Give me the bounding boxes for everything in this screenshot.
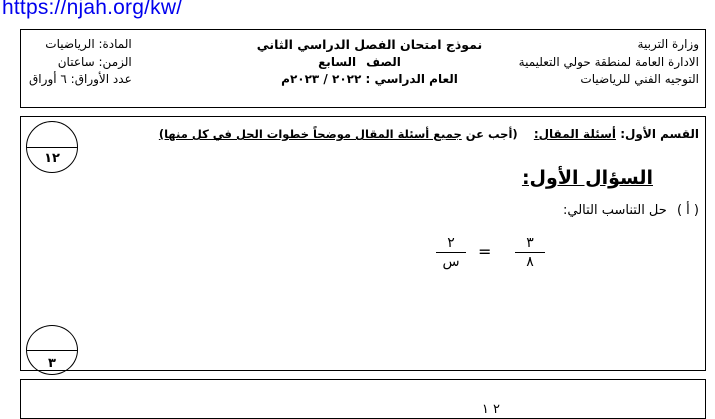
page-count: عدد الأوراق: ٦ أوراق bbox=[29, 72, 132, 86]
question-part-b-box bbox=[20, 379, 706, 419]
right-denominator: ٨ bbox=[526, 254, 534, 270]
grade-value: السابع bbox=[318, 54, 357, 69]
equals-sign: = bbox=[478, 242, 492, 261]
section-name: أسئلة المقال: bbox=[533, 127, 617, 141]
part-score-circle bbox=[26, 325, 78, 375]
department-name: التوجيه الفني للرياضيات bbox=[580, 72, 699, 86]
instruction-open: (أجب عن bbox=[465, 127, 518, 141]
question-part-a bbox=[563, 203, 699, 218]
fraction-bar bbox=[436, 252, 466, 253]
exam-title: نموذج امتحان الفصل الدراسي الثاني bbox=[256, 37, 483, 52]
exam-title-block bbox=[252, 36, 487, 89]
subject: المادة: الرياضيات bbox=[45, 37, 132, 51]
exam-info-block bbox=[29, 36, 132, 89]
district-name: الادارة العامة لمنطقة حولي التعليمية bbox=[518, 54, 699, 69]
question-score-circle bbox=[26, 121, 78, 173]
grade-line bbox=[252, 54, 487, 72]
section-instruction bbox=[159, 127, 518, 141]
exam-header bbox=[20, 29, 706, 108]
ministry-name: وزارة التربية bbox=[637, 37, 699, 51]
score-divider bbox=[27, 147, 77, 148]
source-url[interactable]: https://njah.org/kw/ bbox=[2, 0, 183, 19]
proportion-right-fraction bbox=[515, 235, 545, 270]
part-tag: ( أ ) bbox=[676, 203, 699, 218]
right-numerator: ٣ bbox=[526, 235, 534, 251]
question-total-score: ١٢ bbox=[44, 151, 60, 166]
proportion-left-fraction bbox=[436, 235, 466, 270]
next-part-text: ٢ ١ bbox=[481, 402, 500, 417]
fraction-bar bbox=[515, 252, 545, 253]
section-label: القسم الأول: bbox=[620, 127, 699, 141]
grade-label: الصف bbox=[366, 54, 401, 69]
left-denominator: س bbox=[442, 254, 460, 270]
ministry-block bbox=[519, 36, 699, 89]
score-divider bbox=[27, 350, 77, 351]
academic-year: العام الدراسي : ٢٠٢٢ / ٢٠٢٣م bbox=[281, 72, 458, 86]
question-title: السؤال الأول: bbox=[521, 167, 653, 189]
left-numerator: ٢ bbox=[447, 235, 455, 251]
part-total-score: ٣ bbox=[48, 356, 56, 371]
section-heading bbox=[159, 127, 699, 141]
part-instruction: حل التناسب التالي: bbox=[563, 203, 667, 218]
question-one-box bbox=[20, 116, 706, 371]
instruction-rest: جميع أسئلة المقال موضحاً خطوات الحل في كل منها) bbox=[158, 127, 462, 141]
duration: الزمن: ساعتان bbox=[57, 54, 132, 69]
